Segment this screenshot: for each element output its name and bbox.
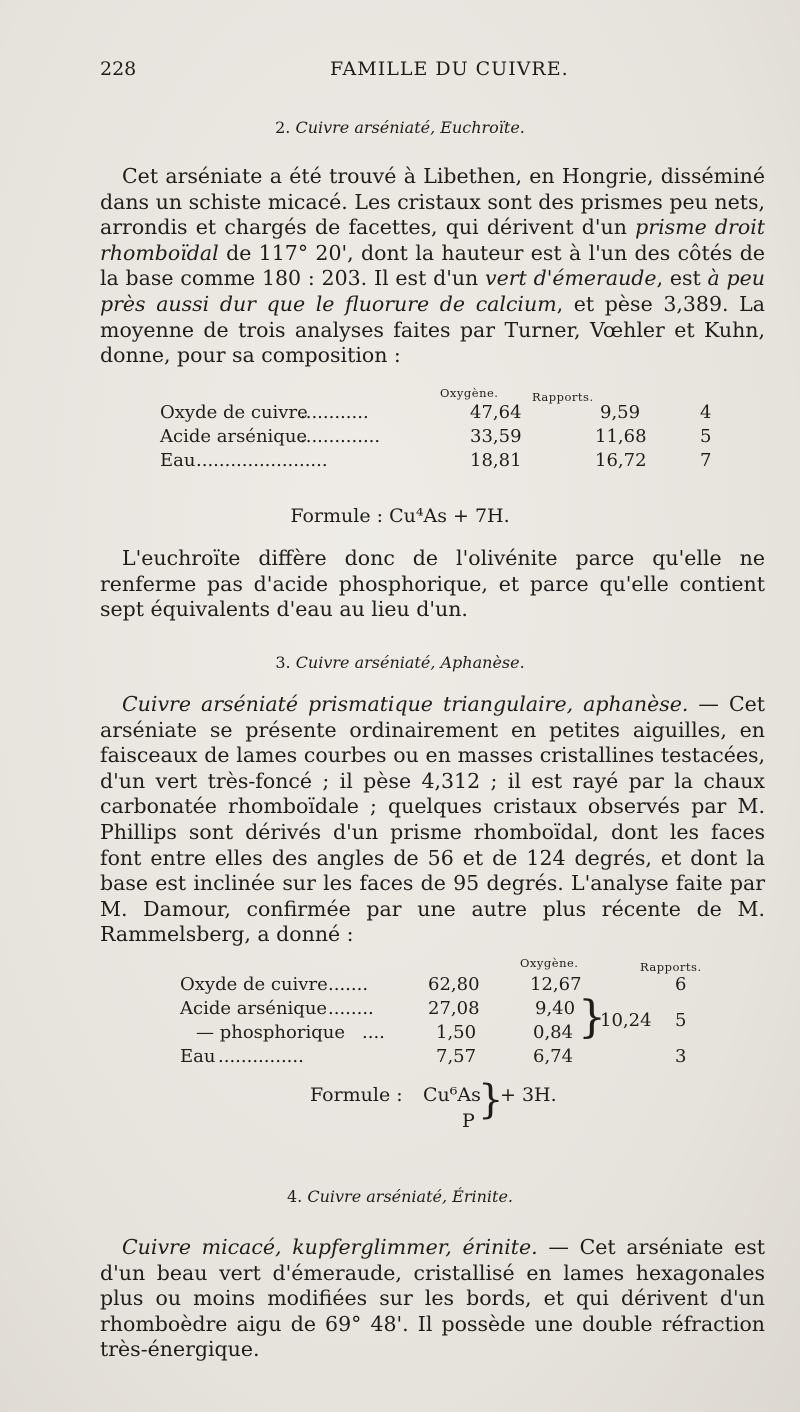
component-name: Eau xyxy=(180,1046,216,1067)
column-header-oxygen: Oxygène. xyxy=(440,386,499,400)
section-3-name: Cuivre arséniaté, Aphanèse. xyxy=(295,653,525,672)
section-3-number: 3. xyxy=(275,653,291,672)
page-header xyxy=(100,58,740,88)
leader-dots: .... xyxy=(362,1022,385,1043)
section-4-title xyxy=(0,1187,800,1206)
paragraph-lead-italic: Cuivre micacé, kupferglimmer, érinite. xyxy=(122,1235,538,1259)
percent-value: 7,57 xyxy=(436,1046,477,1067)
column-header-oxygen: Oxygène. xyxy=(520,956,579,970)
section-4-paragraph xyxy=(100,1235,765,1363)
column-header-ratio: Rapports. xyxy=(640,960,702,974)
formula-euchroite xyxy=(0,505,800,527)
text-run: Cet arséniate a été trouvé à Libethen, en Hongrie, disséminé dans un schiste micacé. Les cristaux sont des prismes peu nets, arrondis et chargés de facettes, qui dérivent d'un xyxy=(100,164,765,240)
section-2-name: Cuivre arséniaté, Euchroïte. xyxy=(295,118,525,137)
column-header-ratio: Rapports. xyxy=(532,390,594,404)
ratio-value: 7 xyxy=(700,450,712,471)
bracket-brace: } xyxy=(578,992,606,1043)
table-row xyxy=(100,450,770,474)
percent-value: 27,08 xyxy=(428,998,480,1019)
table-row xyxy=(100,1046,770,1070)
bracket-sum: 10,24 xyxy=(600,1010,652,1031)
text-run: de 117° 20', dont la hauteur est à l'un des côtés de la base comme 180 : 203. Il est d'un xyxy=(100,240,765,291)
table-row xyxy=(100,998,770,1022)
percent-value: 33,59 xyxy=(470,426,522,447)
section-3-title xyxy=(0,653,800,672)
percent-value: 62,80 xyxy=(428,974,480,995)
formula-label: Formule : xyxy=(310,1084,403,1106)
section-4-name: Cuivre arséniaté, Érinite. xyxy=(307,1187,513,1206)
component-name: Acide arsénique xyxy=(160,426,308,447)
leader-dots: ........ xyxy=(328,998,374,1019)
formula-expression: Cu⁴As + 7H. xyxy=(389,505,510,527)
oxygen-value: 9,40 xyxy=(535,998,576,1019)
oxygen-value: 0,84 xyxy=(533,1022,574,1043)
table-row xyxy=(100,974,770,998)
formula-tail: + 3H. xyxy=(500,1084,557,1106)
section-2-title xyxy=(0,118,800,137)
section-2-paragraph-1 xyxy=(100,164,765,369)
bracket-ratio: 5 xyxy=(675,1010,687,1031)
table-row xyxy=(100,402,770,426)
ratio-value: 5 xyxy=(700,426,712,447)
ratio-value: 6 xyxy=(675,974,687,995)
oxygen-value: 6,74 xyxy=(533,1046,574,1067)
ratio-value: 4 xyxy=(700,402,712,423)
section-3-paragraph xyxy=(100,692,765,948)
formula-label: Formule : xyxy=(290,505,384,527)
table-row xyxy=(100,1022,770,1046)
component-name: Oxyde de cuivre xyxy=(180,974,328,995)
oxygen-value: 11,68 xyxy=(595,426,647,447)
percent-value: 47,64 xyxy=(470,402,522,423)
component-name: Acide arsénique xyxy=(180,998,328,1019)
ratio-value: 3 xyxy=(675,1046,687,1067)
leader-dots: ............ xyxy=(300,402,369,423)
percent-value: 1,50 xyxy=(436,1022,477,1043)
formula-bottom: P xyxy=(462,1110,475,1132)
leader-dots: ....... xyxy=(328,974,369,995)
component-name: — phosphorique xyxy=(196,1022,345,1043)
leader-dots: ............... xyxy=(218,1046,304,1067)
leader-dots: ....................... xyxy=(196,450,328,471)
paragraph-text: — Cet arséniate est d'un beau vert d'émeraude, cristallisé en lames hexagonales plus ou moins modifiées sur les bords, et qui dérivent d'un rhomboèdre aigu de 69° 48'. Il possède une double réfraction très-énergique. xyxy=(100,1235,765,1362)
component-name: Oxyde de cuivre xyxy=(160,402,308,423)
text-run-italic: vert d'émeraude xyxy=(485,266,657,291)
paragraph-text: L'euchroïte diffère donc de l'olivénite parce qu'elle ne renferme pas d'acide phosphorique, et parce qu'elle contient sept équivalents d'eau au lieu d'un. xyxy=(100,546,765,622)
text-run: , et pèse 3,389. La moyenne de trois analyses faites par Turner, Vœhler et Kuhn, donne, pour sa composition : xyxy=(100,291,765,368)
paragraph-lead-italic: Cuivre arséniaté prismatique triangulaire, aphanèse. xyxy=(122,692,689,716)
page-number: 228 xyxy=(100,58,137,80)
percent-value: 18,81 xyxy=(470,450,522,471)
oxygen-value: 16,72 xyxy=(595,450,647,471)
text-run-italic: à peu près aussi dur que le fluorure de calcium xyxy=(100,266,765,316)
formula-top: Cu⁶As xyxy=(423,1084,481,1106)
running-title: FAMILLE DU CUIVRE. xyxy=(330,58,569,80)
composition-table-euchroite xyxy=(100,386,770,476)
composition-table-aphanese xyxy=(100,956,770,1066)
oxygen-value: 9,59 xyxy=(600,402,641,423)
text-run-italic: prisme droit rhomboïdal xyxy=(100,215,765,265)
table-row xyxy=(100,426,770,450)
oxygen-value: 12,67 xyxy=(530,974,582,995)
section-2-number: 2. xyxy=(275,118,291,137)
paragraph-text: — Cet arséniate se présente ordinairement en petites aiguilles, en faisceaux de lames courbes ou en masses cristallines testacées, d'un vert très-foncé ; il pèse 4,312 ; il est rayé par la chaux carbonatée rhomboïdale ; quelques cristaux observés par M. Phillips sont dérivés d'un prisme rhomboïdal, dont les faces font entre elles des angles de 56 et de 124 degrés, et dont la base est inclinée sur les faces de 95 degrés. L'analyse faite par M. Damour, confirmée par une autre plus récente de M. Rammelsberg, a donné : xyxy=(100,692,765,947)
text-run: , est xyxy=(656,266,708,291)
section-2-paragraph-2 xyxy=(100,546,765,623)
section-4-number: 4. xyxy=(286,1187,303,1206)
formula-brace: } xyxy=(478,1077,504,1123)
leader-dots: .............. xyxy=(300,426,381,447)
component-name: Eau xyxy=(160,450,196,471)
